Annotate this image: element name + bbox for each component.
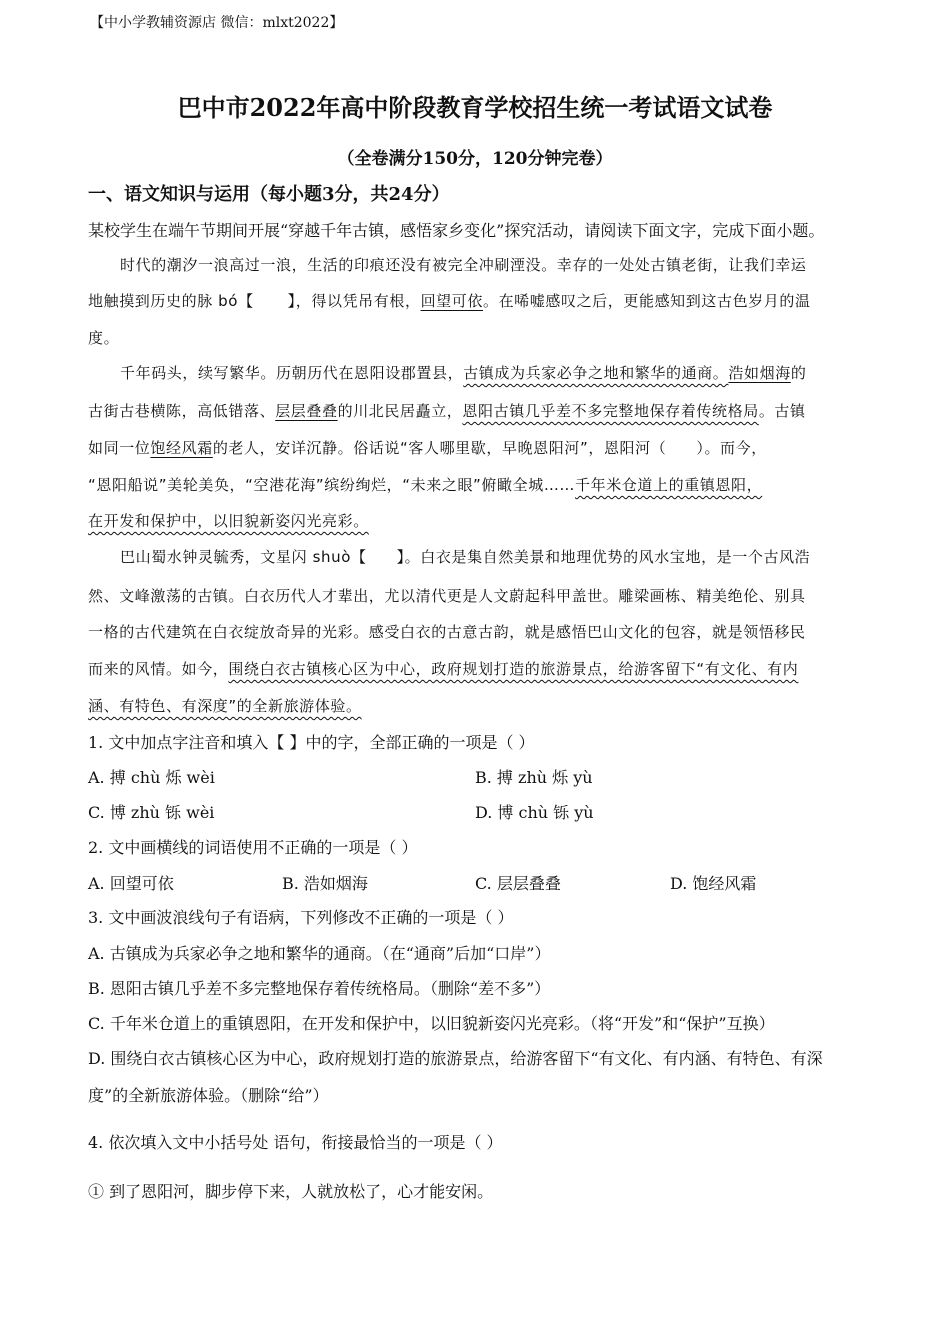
- text-segment: 的川北民居矗立，: [337, 402, 463, 420]
- wavy-sentence: 涵、有特色、有深度”的全新旅游体验。: [88, 697, 362, 715]
- text-segment: 古街古巷横陈，高低错落、: [88, 402, 276, 420]
- text-segment: 而来的风情。如今，: [88, 660, 229, 678]
- question-3-option-d-line2[interactable]: 度”的全新旅游体验。（删除“给”）: [88, 1086, 329, 1105]
- question-2-option-b[interactable]: B. 浩如烟海: [282, 874, 368, 893]
- question-3-option-b[interactable]: B. 恩阳古镇几乎差不多完整地保存着传统格局。（删除“差不多”）: [88, 979, 551, 998]
- page-title: 巴中市2022年高中阶段教育学校招生统一考试语文试卷: [177, 93, 773, 122]
- question-1-option-c[interactable]: C. 博 zhù 铄 wèi: [88, 803, 215, 822]
- passage-p1-line3: 度。: [88, 329, 120, 347]
- page-subtitle: （全卷满分150分，120分钟完卷）: [337, 149, 613, 169]
- intro-text: 某校学生在端午节期间开展“穿越千年古镇，感悟家乡变化”探究活动，请阅读下面文字，完成下面小题。: [88, 221, 825, 240]
- passage-p3-line4: [88, 658, 798, 679]
- passage-p3-line3: 一格的古代建筑在白衣绽放奇异的光彩。感受白衣的古意古韵，就是感悟巴山文化的包容，就是领悟移民: [88, 623, 806, 641]
- passage-p2-line3: [88, 437, 767, 458]
- passage-p2-line4: [88, 474, 762, 495]
- underlined-phrase: 回望可依: [420, 292, 483, 310]
- passage-p2-line5: [88, 510, 369, 531]
- text-segment: 的老人，安详沉静。俗话说“客人哪里歇，早晚恩阳河”，恩阳河（: [212, 439, 667, 457]
- text-segment: 巴山蜀水钟灵毓秀，文星闪 shuò【: [120, 548, 367, 566]
- question-3-stem: 3. 文中画波浪线句子有语病，下列修改不正确的一项是（ ）: [88, 908, 514, 927]
- text-segment: ）。而今，: [696, 439, 767, 457]
- text-segment: 地触摸到历史的脉 bó【: [88, 292, 254, 310]
- text-segment: 。在唏嘘感叹之后，更能感知到这古色岁月的温: [482, 292, 811, 310]
- passage-p3-line5: [88, 695, 362, 716]
- passage-p3-line2: 然、文峰激荡的古镇。白衣历代人才辈出，尤以清代更是人文蔚起科甲盖世。雕梁画栋、精美绝伦、别具: [88, 587, 806, 605]
- question-3-option-c[interactable]: C. 千年米仓道上的重镇恩阳，在开发和保护中，以旧貌新姿闪光亮彩。（将“开发”和“保护”互换）: [88, 1014, 775, 1033]
- text-segment: “恩阳船说”美轮美奂，“空港花海”缤纷绚烂，“未来之眼”俯瞰全城……: [88, 476, 576, 494]
- text-segment: 】，得以凭吊有根，: [287, 292, 421, 310]
- wavy-sentence: 围绕白衣古镇核心区为中心，政府规划打造的旅游景点，给游客留下“有文化、有内: [228, 660, 799, 678]
- underlined-phrase: 饱经风霜: [150, 439, 213, 457]
- wavy-sentence: 恩阳古镇几乎差不多完整地保存着传统格局: [462, 402, 759, 420]
- question-2-option-d[interactable]: D. 饱经风霜: [670, 874, 757, 893]
- question-3-option-a[interactable]: A. 古镇成为兵家必争之地和繁华的通商。（在“通商”后加“口岸”）: [88, 944, 551, 963]
- wavy-sentence: 在开发和保护中，以旧貌新姿闪光亮彩。: [88, 512, 369, 530]
- passage-p1-line1: 时代的潮汐一浪高过一浪，生活的印痕还没有被完全冲刷湮没。幸存的一处处古镇老街，让我们幸运: [120, 256, 807, 274]
- header-note: 【中小学教辅资源店 微信：mlxt2022】: [90, 15, 344, 31]
- question-1-option-a[interactable]: A. 搏 chù 烁 wèi: [88, 768, 215, 787]
- text-segment: 的: [790, 364, 807, 382]
- text-segment: 】。白衣是集自然美景和地理优势的风水宝地，是一个古风浩: [396, 548, 811, 566]
- text-segment: 。古镇: [758, 402, 806, 420]
- question-4-stem: 4. 依次填入文中小括号处 语句，衔接最恰当的一项是（ ）: [88, 1133, 503, 1152]
- passage-p3-line1: [120, 546, 810, 567]
- wavy-sentence: 千年米仓道上的重镇恩阳，: [575, 476, 763, 494]
- question-3-option-d-line1[interactable]: D. 围绕白衣古镇核心区为中心，政府规划打造的旅游景点，给游客留下“有文化、有内涵、有特色、有深: [88, 1049, 823, 1068]
- question-2-option-c[interactable]: C. 层层叠叠: [475, 874, 561, 893]
- underlined-phrase: 浩如烟海: [728, 364, 791, 382]
- underlined-phrase: 层层叠叠: [275, 402, 338, 420]
- section-heading: 一、语文知识与运用（每小题3分，共24分）: [88, 184, 450, 205]
- question-1-option-b[interactable]: B. 搏 zhù 烁 yù: [475, 768, 593, 787]
- passage-p2-line2: [88, 400, 806, 421]
- wavy-sentence: 古镇成为兵家必争之地和繁华的通商。: [463, 364, 729, 382]
- text-segment: 如同一位: [88, 439, 151, 457]
- question-2-stem: 2. 文中画横线的词语使用不正确的一项是（ ）: [88, 838, 418, 857]
- question-1-option-d[interactable]: D. 博 chù 铄 yù: [475, 803, 594, 822]
- passage-p1-line2: [88, 290, 811, 311]
- question-1-stem: 1. 文中加点字注音和填入【 】中的字，全部正确的一项是（ ）: [88, 733, 535, 752]
- question-2-option-a[interactable]: A. 回望可依: [88, 874, 174, 893]
- passage-p2-line1: [120, 362, 806, 383]
- text-segment: 千年码头，续写繁华。历朝历代在恩阳设郡置县，: [120, 364, 464, 382]
- question-4-item-1: ① 到了恩阳河，脚步停下来，人就放松了，心才能安闲。: [88, 1182, 494, 1201]
